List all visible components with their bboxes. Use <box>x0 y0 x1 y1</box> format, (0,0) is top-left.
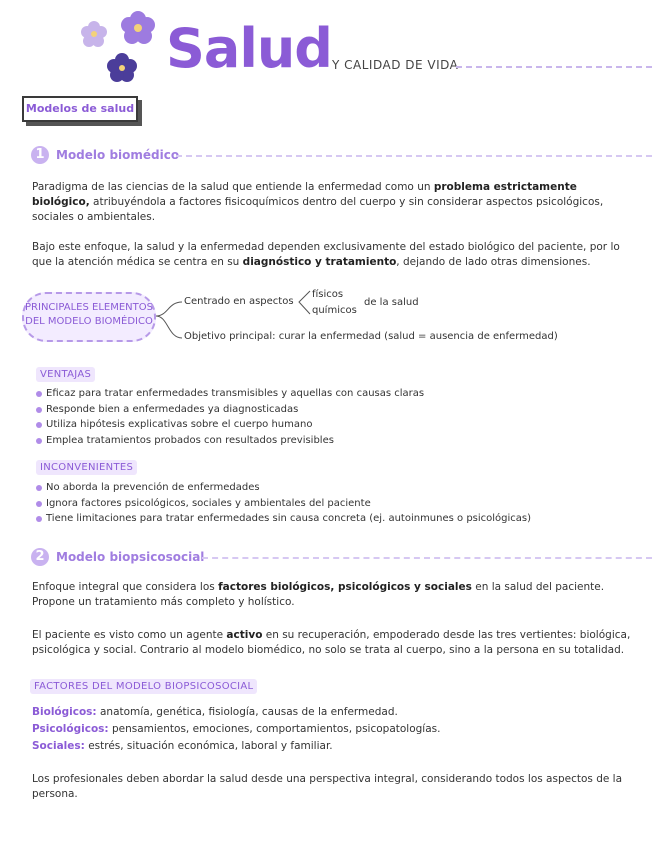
factor-item: Psicológicos: pensamientos, emociones, comportamientos, psicopatologías. <box>32 723 441 735</box>
section-divider <box>176 155 652 157</box>
branch-option: químicos <box>312 305 357 316</box>
list-item: Responde bien a enfermedades ya diagnosticadas <box>36 402 636 418</box>
paragraph: El paciente es visto como un agente activo en su recuperación, empoderado desde las tres vertientes: biológica, psicológica y social. Contrario al modelo biomédico, no solo se trata al cuerpo, sino a la persona en su totalidad. <box>32 629 631 656</box>
list-item: Ignora factores psicológicos, sociales y ambientales del paciente <box>36 496 646 512</box>
section-title: Modelo biopsicosocial <box>56 550 205 564</box>
factor-item: Biológicos: anatomía, genética, fisiología, causas de la enfermedad. <box>32 706 398 718</box>
closing-paragraph: Los profesionales deben abordar la salud desde una perspectiva integral, considerando todos los aspectos de la persona. <box>32 773 623 800</box>
branch-text: de la salud <box>364 297 419 308</box>
page-subtitle: Y CALIDAD DE VIDA <box>332 58 459 72</box>
advantages-list <box>36 386 636 448</box>
cloud-line: DEL MODELO BIOMÉDICO <box>25 316 153 327</box>
paragraph: Paradigma de las ciencias de la salud que entiende la enfermedad como un problema estrictamente biológico, atribuyéndola a factores fisicoquímicos dentro del cuerpo y sin considerar aspectos psicológicos, sociales o ambientales. <box>32 181 604 223</box>
list-item: Utiliza hipótesis explicativas sobre el cuerpo humano <box>36 417 636 433</box>
concept-cloud <box>22 292 156 342</box>
branch-brace <box>296 288 312 318</box>
factors-list <box>32 704 632 755</box>
list-label: VENTAJAS <box>36 367 95 382</box>
flower-icon <box>107 53 137 82</box>
branch-text: Objetivo principal: curar la enfermedad (salud = ausencia de enfermedad) <box>184 331 558 342</box>
paragraph: Bajo este enfoque, la salud y la enfermedad dependen exclusivamente del estado biológico del paciente, por lo que la atención médica se centra en su diagnóstico y tratamiento, dejando de lado otras dimensiones. <box>32 241 620 268</box>
paragraph: Enfoque integral que considera los factores biológicos, psicológicos y sociales en la salud del paciente. Propone un tratamiento más completo y holístico. <box>32 581 605 608</box>
flower-decoration <box>74 6 164 86</box>
list-item: Eficaz para tratar enfermedades transmisibles y aquellas con causas claras <box>36 386 636 402</box>
disadvantages-list <box>36 480 646 527</box>
topic-tag: Modelos de salud <box>22 96 138 122</box>
branch-option: físicos <box>312 289 344 300</box>
list-label: INCONVENIENTES <box>36 460 137 475</box>
list-item: Emplea tratamientos probados con resultados previsibles <box>36 433 636 449</box>
section-number: 1 <box>31 146 49 164</box>
title-divider <box>456 66 652 68</box>
branch-text: Centrado en aspectos <box>184 296 294 307</box>
section-number: 2 <box>31 548 49 566</box>
list-item: No aborda la prevención de enfermedades <box>36 480 646 496</box>
list-label: FACTORES DEL MODELO BIOPSICOSOCIAL <box>30 679 257 694</box>
factor-item: Sociales: estrés, situación económica, laboral y familiar. <box>32 740 333 752</box>
cloud-line: PRINCIPALES ELEMENTOS <box>25 302 153 313</box>
flower-icon <box>81 21 107 47</box>
flower-icon <box>121 11 155 44</box>
list-item: Tiene limitaciones para tratar enfermedades sin causa concreta (ej. autoinmunes o psicológicas) <box>36 511 646 527</box>
section-title: Modelo biomédico <box>56 148 180 162</box>
section-divider <box>202 557 652 559</box>
page-title: Salud <box>166 17 332 80</box>
